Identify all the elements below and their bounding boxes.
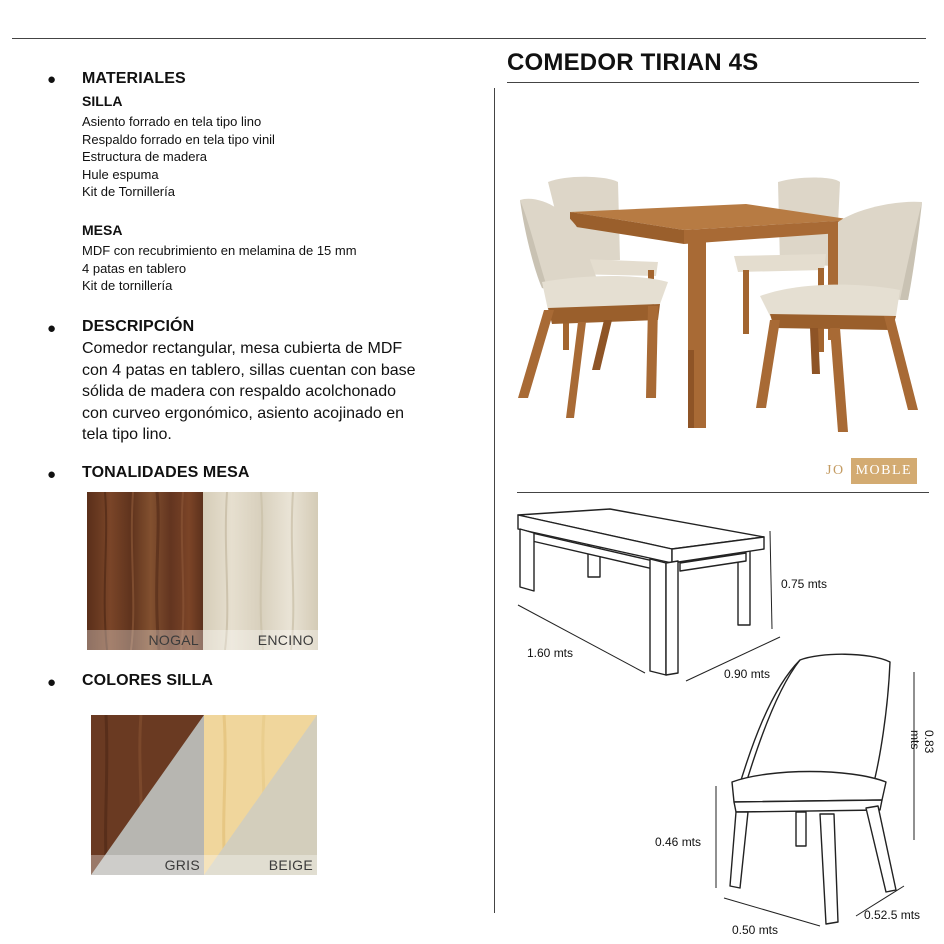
list-item: MDF con recubrimiento en melamina de 15 mm [82,243,357,258]
table-height-label: 0.75 mts [781,577,828,591]
chair-dimension-drawing [710,650,930,932]
diagram-divider [517,492,929,493]
title-underline [507,82,919,83]
description-line: con 4 patas en tablero, sillas cuentan con base [82,361,416,379]
description-line: Comedor rectangular, mesa cubierta de MDF [82,340,403,357]
table-length-label: 1.60 mts [527,646,574,660]
bullet-icon: ● [47,674,57,691]
gris-swatch-graphic [91,715,204,875]
product-title: COMEDOR TIRIAN 4S [507,49,759,76]
materiales-heading: MATERIALES [82,70,186,87]
swatch-beige [204,715,317,875]
swatch-label: NOGAL [87,630,203,650]
wood-grain-texture [87,492,203,650]
brand-logo-left: JO [826,463,845,478]
bullet-icon: ● [47,320,57,337]
swatch-encino [203,492,318,650]
swatch-label: GRIS [91,855,204,875]
beige-swatch-graphic [204,715,317,875]
brand-logo-right: MOBLE [851,458,918,484]
tonalidades-heading: TONALIDADES MESA [82,464,250,481]
list-item: Asiento forrado en tela tipo lino [82,114,262,129]
list-item: Estructura de madera [82,149,208,165]
chair-depth-label: 0.52.5 mts [864,908,921,922]
descripcion-text [82,338,452,446]
mesa-heading: MESA [82,222,123,238]
description-line: sólida de madera con respaldo acolchonado [82,383,396,400]
mesa-materials-list [82,242,357,295]
list-item: Kit de Tornillería [82,184,175,200]
list-item: Respaldo forrado en tela tipo vinil [82,131,275,147]
column-divider [494,88,495,913]
swatch-label: ENCINO [203,630,318,650]
list-item: 4 patas en tablero [82,260,187,276]
bullet-icon: ● [47,466,57,483]
chair-width-label: 0.50 mts [732,923,779,937]
description-line: tela tipo lino. [82,426,172,443]
chair-height-label: 0.83 mts [908,730,936,754]
descripcion-heading: DESCRIPCIÓN [82,318,195,335]
description-line: con curveo ergonómico, asiento acojinado en [82,404,404,422]
table-width-label: 0.90 mts [724,667,771,681]
wood-grain-texture [203,492,318,650]
colores-heading: COLORES SILLA [82,672,214,689]
bullet-icon: ● [47,71,57,88]
seat-height-label: 0.46 mts [655,835,702,849]
product-photo [508,170,928,440]
swatch-nogal [87,492,203,650]
swatch-gris [91,715,204,875]
silla-heading: SILLA [82,93,123,109]
list-item: Hule espuma [82,166,159,182]
brand-logo [826,458,917,486]
list-item: Kit de tornillería [82,278,173,294]
swatch-label: BEIGE [204,855,317,875]
silla-materials-list [82,113,275,201]
top-divider [12,38,926,39]
